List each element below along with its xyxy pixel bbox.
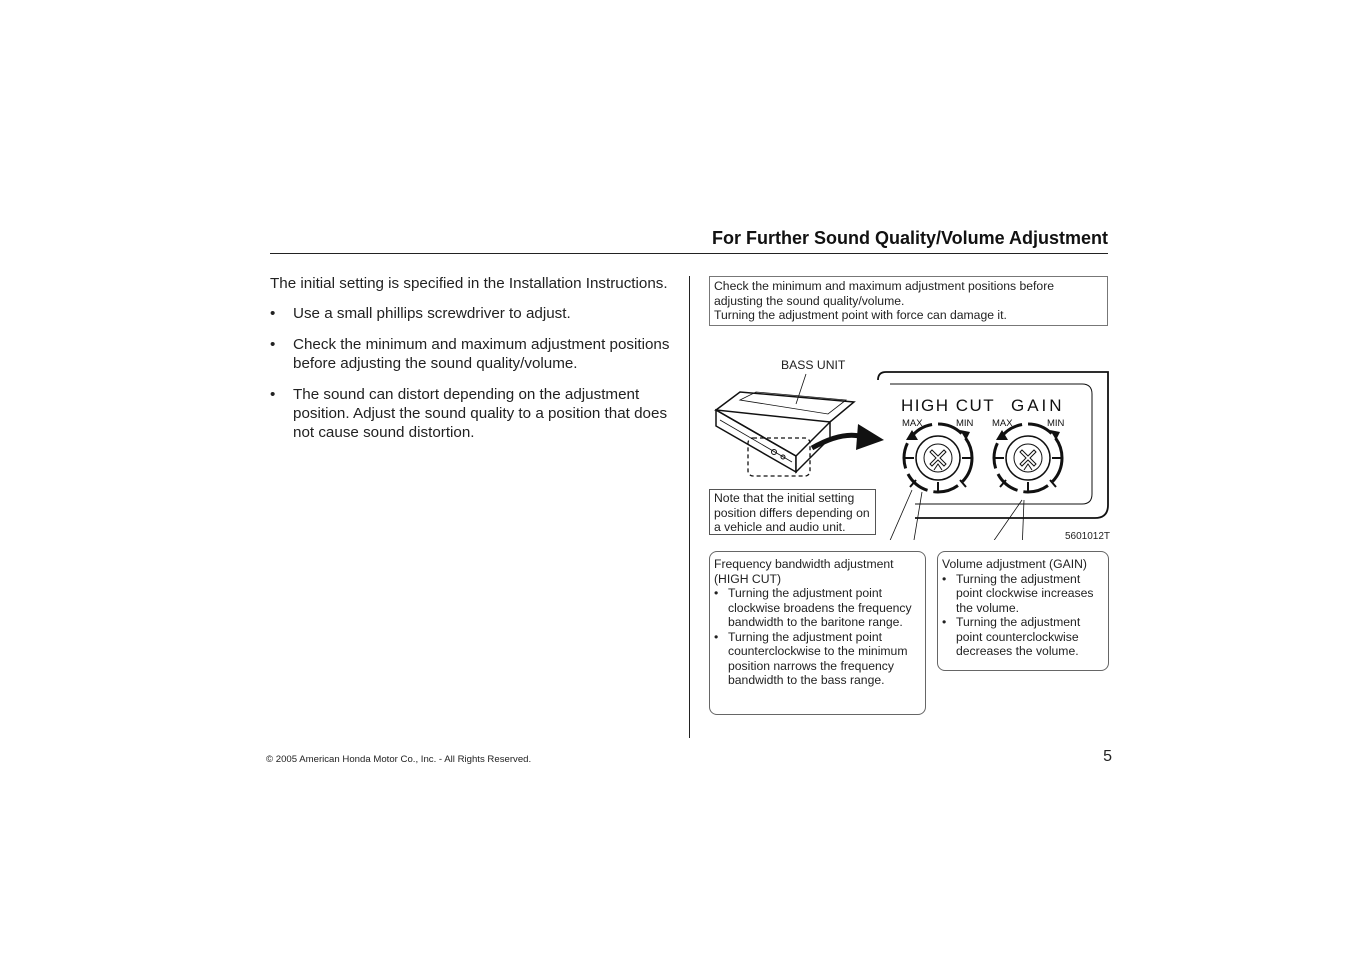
high-cut-panel-label: HIGH CUT: [901, 396, 996, 415]
figure-number: 5601012T: [1064, 531, 1110, 542]
list-item: [942, 572, 1104, 616]
caution-box: [709, 276, 1108, 326]
column-divider: [689, 276, 690, 738]
intro-column: [270, 274, 670, 454]
intro-paragraph: The initial setting is specified in the Installation Instructions.: [270, 275, 668, 292]
gain-max-label: MAX: [992, 418, 1013, 429]
frequency-callout: [709, 551, 926, 715]
bullet-text: Turning the adjustment point clockwise increases the volume.: [956, 571, 1094, 615]
bullet-glyph: •: [714, 586, 719, 600]
bullet-text: Check the minimum and maximum adjustment positions before adjusting the sound quality/volume.: [293, 336, 670, 372]
callout-title: Volume adjustment (GAIN): [942, 557, 1087, 571]
high-cut-max-label: MAX: [902, 418, 923, 429]
bullet-text: Turning the adjustment point counterclockwise decreases the volume.: [956, 615, 1081, 658]
gain-leader-line: [986, 500, 1022, 540]
list-item: [714, 630, 921, 688]
copyright-notice: © 2005 American Honda Motor Co., Inc. - All Rights Reserved.: [266, 754, 532, 765]
callout-bullet-list: [942, 572, 1104, 659]
high-cut-min-label: MIN: [956, 418, 974, 429]
bullet-glyph: •: [270, 336, 276, 353]
list-item: [270, 385, 670, 442]
bullet-glyph: •: [942, 615, 947, 629]
bass-unit-box: [716, 392, 854, 476]
bullet-glyph: •: [270, 305, 276, 322]
page-title: For Further Sound Quality/Volume Adjustment: [711, 228, 1108, 248]
caution-line-2: Turning the adjustment point with force can damage it.: [714, 308, 1007, 322]
list-item: [942, 615, 1104, 659]
high-cut-leader-line: [885, 490, 912, 540]
caution-line-1: Check the minimum and maximum adjustment positions before adjusting the sound quality/volume.: [714, 279, 1055, 308]
bullet-glyph: •: [942, 571, 947, 586]
page-number: 5: [1103, 748, 1112, 765]
high-cut-leader-line: [912, 492, 922, 540]
bullet-text: The sound can distort depending on the adjustment position. Adjust the sound quality to a position that does not cause sound distortion.: [293, 386, 668, 441]
initial-setting-note: Note that the initial setting position differs depending on a vehicle and audio unit.: [709, 489, 876, 535]
callout-bullet-list: [714, 586, 921, 688]
list-item: [270, 304, 670, 323]
gain-panel-label: GAIN: [1011, 396, 1065, 415]
intro-bullet-list: [270, 304, 670, 442]
bullet-text: Turning the adjustment point counterclockwise to the minimum position narrows the frequency bandwidth to the bass range.: [728, 629, 908, 687]
list-item: [270, 335, 670, 373]
callout-title: Frequency bandwidth adjustment (HIGH CUT): [714, 557, 894, 586]
gain-knob[interactable]: [994, 424, 1062, 492]
high-cut-knob[interactable]: [904, 424, 972, 492]
bullet-text: Turning the adjustment point clockwise broadens the frequency bandwidth to the baritone range.: [728, 586, 912, 629]
bullet-text: Use a small phillips screwdriver to adjust.: [293, 305, 571, 322]
title-rule: [270, 253, 1108, 254]
list-item: [714, 586, 921, 630]
bass-unit-label: BASS UNIT: [781, 358, 846, 372]
gain-min-label: MIN: [1047, 418, 1065, 429]
bullet-glyph: •: [714, 629, 719, 644]
gain-leader-line: [1022, 500, 1024, 540]
volume-callout: [937, 551, 1109, 671]
bullet-glyph: •: [270, 386, 276, 403]
control-panel-outline: [878, 372, 1108, 518]
